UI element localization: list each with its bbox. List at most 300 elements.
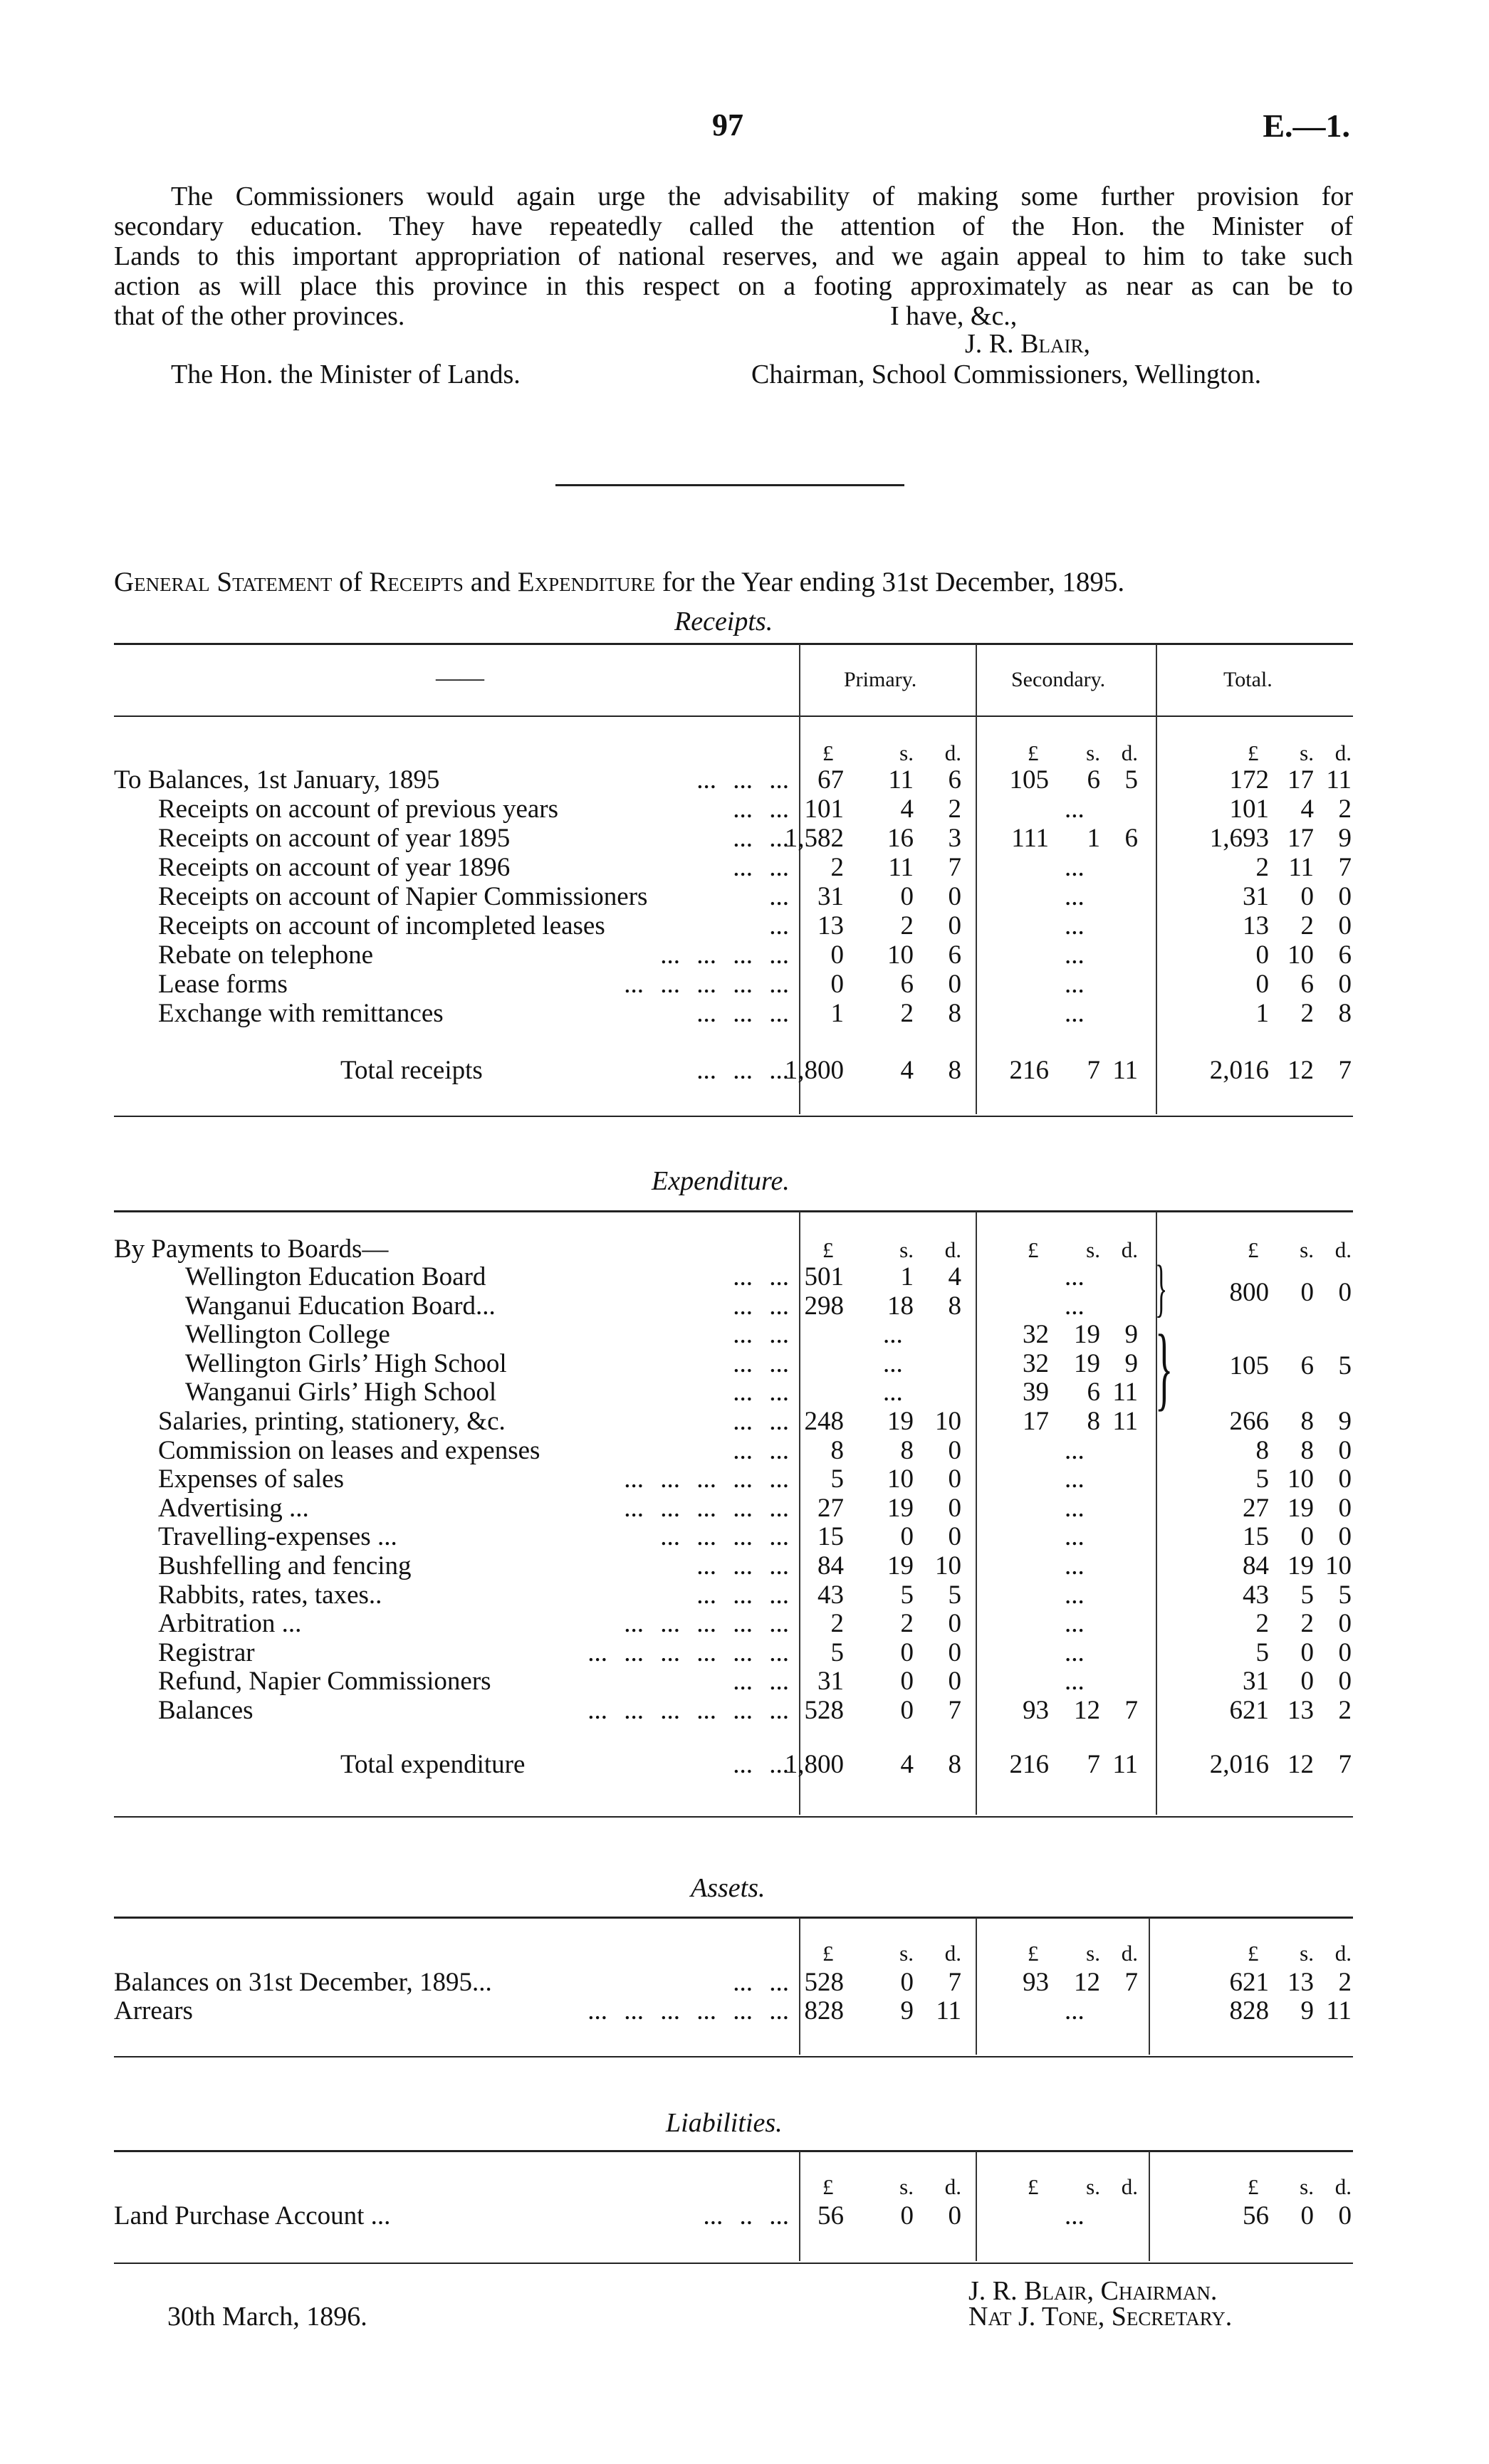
total-pounds: 31 [1243, 1667, 1269, 1696]
column-rule [1156, 644, 1157, 1114]
unit-pence: d. [1121, 740, 1138, 765]
unit-pound: £ [822, 2174, 834, 2199]
secondary-pounds: 105 [1009, 765, 1049, 795]
primary-pence: 7 [948, 1696, 961, 1725]
total-shillings: 6 [1300, 970, 1314, 999]
secondary-pounds: 111 [1011, 824, 1049, 853]
primary-pence: 0 [948, 1464, 961, 1494]
secondary-empty: ... [1065, 1580, 1085, 1610]
secondary-empty: ... [1065, 1291, 1085, 1321]
unit-shilling: s. [1086, 2174, 1100, 2199]
footer-signature-secretary: Nat J. Tone, Secretary. [968, 2302, 1233, 2332]
row-label: To Balances, 1st January, 1895 [114, 765, 440, 795]
primary-pounds: 1,800 [784, 1056, 844, 1085]
row-leader-dots: ... ... ... [696, 999, 789, 1028]
unit-pence: d. [1121, 1237, 1138, 1262]
unit-pound: £ [1248, 740, 1259, 765]
total-pence: 9 [1338, 1407, 1352, 1436]
unit-pound: £ [1028, 2174, 1039, 2199]
total-pounds: 0 [1255, 970, 1269, 999]
payments-heading: By Payments to Boards— [114, 1234, 389, 1264]
letter-closing: I have, &c., [890, 301, 1018, 331]
unit-shilling: s. [1300, 1237, 1314, 1262]
primary-pence: 7 [948, 853, 961, 882]
total-pounds: 172 [1229, 765, 1269, 795]
row-leader-dots: ... ... [733, 1378, 789, 1407]
row-label: Rebate on telephone [158, 940, 374, 970]
primary-pence: 10 [935, 1407, 961, 1436]
secondary-pence: 9 [1124, 1320, 1138, 1349]
column-rule [1149, 1918, 1150, 2055]
unit-shilling: s. [899, 1237, 914, 1262]
primary-pounds: 2 [830, 853, 844, 882]
row-label: Balances on 31st December, 1895... [114, 1968, 492, 1997]
total-shillings: 0 [1300, 1638, 1314, 1667]
secondary-empty: ... [1065, 999, 1085, 1028]
total-pounds: 5 [1255, 1464, 1269, 1494]
secondary-empty: ... [1065, 853, 1085, 882]
primary-pence: 0 [948, 882, 961, 911]
unit-pound: £ [822, 740, 834, 765]
row-leader-dots: ... ... ... ... ... [624, 970, 789, 999]
primary-pence: 8 [948, 1291, 961, 1321]
secondary-shillings: 19 [1074, 1349, 1100, 1378]
total-pounds: 15 [1243, 1522, 1269, 1551]
column-rule [976, 1918, 977, 2055]
primary-pounds: 0 [830, 970, 844, 999]
receipts-title: Receipts. [674, 607, 773, 636]
unit-shilling: s. [1300, 740, 1314, 765]
total-pence: 0 [1338, 1667, 1352, 1696]
board-total-shillings: 0 [1300, 1278, 1314, 1307]
row-label: Expenses of sales [158, 1464, 344, 1494]
unit-pence: d. [1334, 1941, 1352, 1966]
row-label: Exchange with remittances [158, 999, 444, 1028]
liabilities-top-rule [114, 2150, 1353, 2152]
row-leader-dots: ... [769, 911, 789, 940]
primary-pounds: 67 [817, 765, 844, 795]
row-leader-dots: ... ... ... ... ... [624, 1609, 789, 1638]
secondary-pounds: 216 [1009, 1750, 1049, 1779]
primary-pounds: 31 [817, 1667, 844, 1696]
column-rule [976, 2151, 977, 2261]
secondary-shillings: 1 [1087, 824, 1100, 853]
liabilities-bottom-rule [114, 2263, 1353, 2264]
row-leader-dots: ... .. ... [703, 2201, 789, 2230]
board-total-pounds: 800 [1229, 1278, 1269, 1307]
letter-signer-title: Chairman, School Commissioners, Wellington. [751, 360, 1262, 389]
unit-shilling: s. [1300, 1941, 1314, 1966]
unit-pence: d. [1334, 1237, 1352, 1262]
row-leader-dots: ... ... [733, 1750, 789, 1779]
column-header-total: Total. [1223, 668, 1273, 691]
primary-pounds: 31 [817, 882, 844, 911]
total-pence: 2 [1338, 795, 1352, 824]
total-shillings: 2 [1300, 999, 1314, 1028]
total-shillings: 4 [1300, 795, 1314, 824]
primary-pence: 10 [935, 1551, 961, 1580]
unit-shilling: s. [1086, 1237, 1100, 1262]
secondary-pounds: 93 [1023, 1696, 1049, 1725]
primary-pence: 0 [948, 2201, 961, 2230]
row-label: Wellington College [185, 1320, 390, 1349]
secondary-shillings: 19 [1074, 1320, 1100, 1349]
total-pounds: 621 [1229, 1696, 1269, 1725]
unit-pence: d. [1121, 2174, 1138, 2199]
column-header-secondary: Secondary. [1011, 668, 1106, 691]
letter-line: Lands to this important appropriation of national reserves, and we again appeal to him to take such [114, 241, 1353, 271]
brace: } [1155, 1315, 1174, 1420]
total-shillings: 13 [1287, 1696, 1314, 1725]
document-reference: E.—1. [1263, 108, 1350, 144]
total-pounds: 0 [1255, 940, 1269, 970]
primary-pounds: 528 [804, 1696, 844, 1725]
row-label: Bushfelling and fencing [158, 1551, 412, 1580]
row-leader-dots: ... ... [733, 1349, 789, 1378]
expenditure-top-rule [114, 1210, 1353, 1212]
liabilities-title: Liabilities. [666, 2108, 783, 2138]
row-label: Advertising ... [158, 1494, 309, 1523]
primary-shillings: 2 [900, 999, 914, 1028]
assets-title: Assets. [691, 1873, 766, 1903]
secondary-pounds: 93 [1023, 1968, 1049, 1997]
secondary-empty: ... [1065, 1436, 1085, 1465]
row-leader-dots: ... ... [733, 1320, 789, 1349]
primary-shillings: 0 [900, 2201, 914, 2230]
secondary-pence: 6 [1124, 824, 1138, 853]
secondary-pounds: 39 [1023, 1378, 1049, 1407]
total-pence: 0 [1338, 1522, 1352, 1551]
total-shillings: 11 [1288, 853, 1314, 882]
total-pence: 0 [1338, 882, 1352, 911]
letter-line: action as will place this province in this respect on a footing approximately as near as can be to [114, 271, 1353, 301]
row-leader-dots: ... ... ... ... ... [624, 1494, 789, 1523]
assets-top-rule [114, 1917, 1353, 1919]
total-shillings: 5 [1300, 1580, 1314, 1610]
row-label: Receipts on account of incompleted leases [158, 911, 605, 940]
row-leader-dots: ... [769, 882, 789, 911]
total-pence: 11 [1326, 765, 1352, 795]
total-pence: 0 [1338, 1609, 1352, 1638]
row-label: Registrar [158, 1638, 255, 1667]
primary-pence: 0 [948, 1638, 961, 1667]
total-pounds: 84 [1243, 1551, 1269, 1580]
primary-shillings: 9 [900, 1996, 914, 2025]
column-rule [976, 644, 977, 1114]
row-label: Receipts on account of year 1895 [158, 824, 511, 853]
primary-pence: 4 [948, 1262, 961, 1291]
primary-pounds: 528 [804, 1968, 844, 1997]
total-pence: 11 [1326, 1996, 1352, 2025]
total-shillings: 0 [1300, 2201, 1314, 2230]
row-label: Arrears [114, 1996, 193, 2025]
secondary-empty: ... [1065, 882, 1085, 911]
page-number: 97 [712, 108, 743, 142]
letter-addressee: The Hon. the Minister of Lands. [171, 360, 521, 389]
secondary-shillings: 6 [1087, 765, 1100, 795]
total-pence: 0 [1338, 1638, 1352, 1667]
row-leader-dots: ... ... ... ... ... ... [587, 1638, 789, 1667]
row-leader-dots: ... ... [733, 795, 789, 824]
primary-pounds: 8 [830, 1436, 844, 1465]
row-leader-dots: ... ... ... ... ... [624, 1464, 789, 1494]
total-shillings: 17 [1287, 824, 1314, 853]
primary-pence: 5 [948, 1580, 961, 1610]
primary-pounds: 101 [804, 795, 844, 824]
total-pence: 2 [1338, 1968, 1352, 1997]
primary-shillings: 19 [887, 1407, 914, 1436]
column-header-primary: Primary. [844, 668, 917, 691]
column-rule [799, 644, 800, 1114]
total-pounds: 101 [1229, 795, 1269, 824]
primary-shillings: 8 [900, 1436, 914, 1465]
assets-bottom-rule [114, 2056, 1353, 2057]
statement-title [114, 567, 1353, 598]
total-shillings: 0 [1300, 1667, 1314, 1696]
primary-empty: ... [883, 1378, 903, 1407]
footer-signature-chairman: J. R. Blair, Chairman. [968, 2276, 1218, 2306]
primary-shillings: 0 [900, 1638, 914, 1667]
primary-pounds: 501 [804, 1262, 844, 1291]
unit-pence: d. [944, 1941, 961, 1966]
secondary-pence: 7 [1124, 1696, 1138, 1725]
title-part: of [339, 567, 362, 597]
total-pounds: 56 [1243, 2201, 1269, 2230]
letter-line: that of the other provinces. [114, 301, 405, 331]
column-rule [799, 1212, 800, 1815]
unit-pound: £ [1248, 1237, 1259, 1262]
primary-shillings: 0 [900, 882, 914, 911]
primary-pounds: 15 [817, 1522, 844, 1551]
row-leader-dots: ... ... [733, 853, 789, 882]
row-leader-dots: ... ... ... ... ... ... [587, 1696, 789, 1725]
letter-line: secondary education. They have repeatedly called the attention of the Hon. the Minister of [114, 211, 1353, 241]
primary-shillings: 0 [900, 1696, 914, 1725]
primary-pence: 0 [948, 911, 961, 940]
primary-shillings: 4 [900, 1056, 914, 1085]
board-total-pence: 0 [1338, 1278, 1352, 1307]
total-pounds: 828 [1229, 1996, 1269, 2025]
total-shillings: 8 [1300, 1436, 1314, 1465]
secondary-pence: 9 [1124, 1349, 1138, 1378]
total-pounds: 2 [1255, 853, 1269, 882]
total-shillings: 12 [1287, 1750, 1314, 1779]
receipts-header-rule [114, 715, 1353, 717]
primary-shillings: 11 [888, 853, 914, 882]
unit-pence: d. [1334, 2174, 1352, 2199]
primary-pence: 8 [948, 1056, 961, 1085]
secondary-empty: ... [1065, 1667, 1085, 1696]
primary-empty: ... [883, 1349, 903, 1378]
receipts-bottom-rule [114, 1116, 1353, 1117]
unit-pence: d. [944, 2174, 961, 2199]
primary-shillings: 19 [887, 1494, 914, 1523]
unit-pound: £ [1028, 740, 1039, 765]
primary-pence: 8 [948, 1750, 961, 1779]
title-part: Expenditure [517, 567, 656, 597]
secondary-shillings: 6 [1087, 1378, 1100, 1407]
row-label: Land Purchase Account ... [114, 2201, 391, 2230]
total-pence: 0 [1338, 1436, 1352, 1465]
secondary-empty: ... [1065, 1609, 1085, 1638]
unit-shilling: s. [1086, 1941, 1100, 1966]
column-rule [976, 1212, 977, 1815]
row-leader-dots: ... ... [733, 824, 789, 853]
row-label: Balances [158, 1696, 254, 1725]
total-shillings: 9 [1300, 1996, 1314, 2025]
unit-shilling: s. [1086, 740, 1100, 765]
row-leader-dots: ... ... ... [696, 765, 789, 795]
primary-shillings: 5 [900, 1580, 914, 1610]
row-leader-dots: ... ... ... ... [660, 1522, 789, 1551]
secondary-pence: 11 [1112, 1056, 1138, 1085]
total-pence: 0 [1338, 1494, 1352, 1523]
secondary-empty: ... [1065, 1522, 1085, 1551]
total-label: Total receipts [340, 1056, 483, 1085]
row-leader-dots: ... ... ... ... ... ... [587, 1996, 789, 2025]
row-leader-dots: ... ... ... ... [660, 940, 789, 970]
secondary-pence: 11 [1112, 1750, 1138, 1779]
secondary-empty: ... [1065, 1551, 1085, 1580]
column-rule [1149, 2151, 1150, 2261]
total-pounds: 31 [1243, 882, 1269, 911]
total-pence: 7 [1338, 1750, 1352, 1779]
secondary-empty: ... [1065, 940, 1085, 970]
primary-shillings: 10 [887, 1464, 914, 1494]
unit-shilling: s. [1300, 2174, 1314, 2199]
unit-pound: £ [822, 1941, 834, 1966]
secondary-empty: ... [1065, 2201, 1085, 2230]
row-label: Receipts on account of Napier Commissioners [158, 882, 648, 911]
total-pence: 9 [1338, 824, 1352, 853]
total-pence: 0 [1338, 911, 1352, 940]
row-label: Travelling-expenses ... [158, 1522, 397, 1551]
primary-pounds: 298 [804, 1291, 844, 1321]
row-leader-dots: ... ... ... [696, 1580, 789, 1610]
unit-pence: d. [1334, 740, 1352, 765]
primary-shillings: 0 [900, 1522, 914, 1551]
primary-pence: 0 [948, 1609, 961, 1638]
secondary-shillings: 12 [1074, 1968, 1100, 1997]
total-pounds: 5 [1255, 1638, 1269, 1667]
footer-date: 30th March, 1896. [167, 2302, 367, 2332]
total-pence: 5 [1338, 1580, 1352, 1610]
secondary-pounds: 17 [1023, 1407, 1049, 1436]
row-leader-dots: ... ... [733, 1291, 789, 1321]
row-label: Lease forms [158, 970, 288, 999]
brace: } [1155, 1253, 1168, 1323]
primary-pence: 6 [948, 940, 961, 970]
title-part: and [470, 567, 511, 597]
primary-pounds: 43 [817, 1580, 844, 1610]
secondary-pounds: 32 [1023, 1349, 1049, 1378]
row-label: Receipts on account of previous years [158, 795, 559, 824]
row-leader-dots: ... ... [733, 1667, 789, 1696]
primary-shillings: 6 [900, 970, 914, 999]
column-rule [799, 1918, 800, 2055]
total-pounds: 621 [1229, 1968, 1269, 1997]
unit-pence: d. [944, 1237, 961, 1262]
row-label: Wellington Education Board [185, 1262, 486, 1291]
total-shillings: 12 [1287, 1056, 1314, 1085]
secondary-empty: ... [1065, 1996, 1085, 2025]
total-shillings: 17 [1287, 765, 1314, 795]
primary-pounds: 1,582 [784, 824, 844, 853]
primary-pence: 3 [948, 824, 961, 853]
primary-pence: 8 [948, 999, 961, 1028]
primary-pounds: 56 [817, 2201, 844, 2230]
unit-pound: £ [1248, 2174, 1259, 2199]
total-pounds: 266 [1229, 1407, 1269, 1436]
primary-pounds: 248 [804, 1407, 844, 1436]
unit-pence: d. [1121, 1941, 1138, 1966]
secondary-pence: 11 [1112, 1378, 1138, 1407]
secondary-pounds: 216 [1009, 1056, 1049, 1085]
total-pounds: 13 [1243, 911, 1269, 940]
primary-pence: 0 [948, 1522, 961, 1551]
row-label: Wanganui Girls’ High School [185, 1378, 497, 1407]
total-pence: 0 [1338, 970, 1352, 999]
primary-pounds: 828 [804, 1996, 844, 2025]
primary-shillings: 10 [887, 940, 914, 970]
primary-pence: 0 [948, 970, 961, 999]
primary-pounds: 27 [817, 1494, 844, 1523]
primary-shillings: 1 [900, 1262, 914, 1291]
unit-pound: £ [822, 1237, 834, 1262]
primary-pounds: 84 [817, 1551, 844, 1580]
unit-pence: d. [944, 740, 961, 765]
total-pence: 7 [1338, 853, 1352, 882]
secondary-empty: ... [1065, 1638, 1085, 1667]
total-pence: 10 [1325, 1551, 1352, 1580]
unit-shilling: s. [899, 2174, 914, 2199]
primary-pounds: 13 [817, 911, 844, 940]
letter-signer: J. R. Blair, [965, 329, 1090, 359]
total-shillings: 19 [1287, 1551, 1314, 1580]
primary-pence: 0 [948, 1667, 961, 1696]
secondary-empty: ... [1065, 795, 1085, 824]
secondary-empty: ... [1065, 1262, 1085, 1291]
primary-empty: ... [883, 1320, 903, 1349]
total-pounds: 43 [1243, 1580, 1269, 1610]
total-label: Total expenditure [340, 1750, 526, 1779]
row-label: Salaries, printing, stationery, &c. [158, 1407, 506, 1436]
primary-pounds: 5 [830, 1464, 844, 1494]
title-part: for the Year ending 31st December, 1895. [662, 567, 1125, 597]
total-shillings: 0 [1300, 882, 1314, 911]
secondary-shillings: 7 [1087, 1056, 1100, 1085]
secondary-shillings: 8 [1087, 1407, 1100, 1436]
row-leader-dots: ... ... ... [696, 1056, 789, 1085]
total-pence: 0 [1338, 2201, 1352, 2230]
row-leader-dots: ... ... [733, 1436, 789, 1465]
total-pence: 0 [1338, 1464, 1352, 1494]
total-pence: 8 [1338, 999, 1352, 1028]
total-pounds: 2,016 [1209, 1056, 1269, 1085]
secondary-shillings: 7 [1087, 1750, 1100, 1779]
primary-pence: 0 [948, 1436, 961, 1465]
board-total-shillings: 6 [1300, 1351, 1314, 1380]
header-dash: —— [436, 665, 484, 691]
total-shillings: 0 [1300, 1522, 1314, 1551]
row-label: Commission on leases and expenses [158, 1436, 540, 1465]
primary-shillings: 4 [900, 1750, 914, 1779]
secondary-pence: 5 [1124, 765, 1138, 795]
row-leader-dots: ... ... [733, 1262, 789, 1291]
primary-shillings: 11 [888, 765, 914, 795]
primary-shillings: 2 [900, 911, 914, 940]
total-pounds: 8 [1255, 1436, 1269, 1465]
